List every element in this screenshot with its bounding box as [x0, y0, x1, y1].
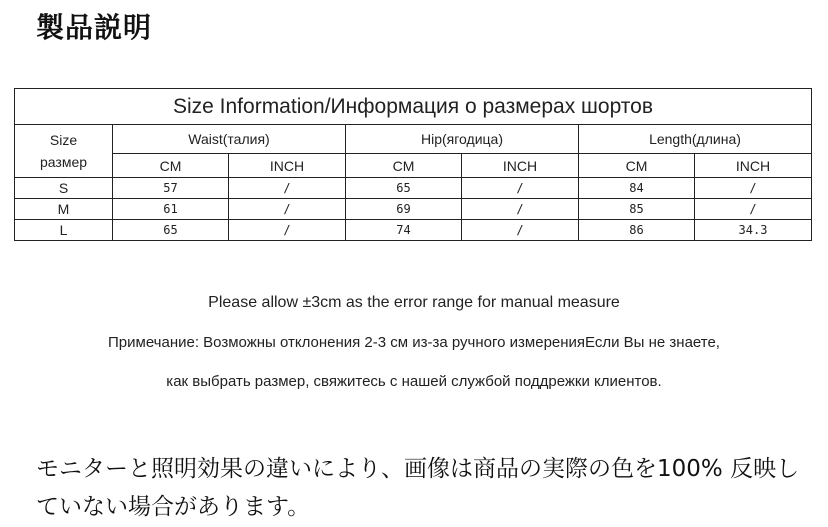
- waist-header: Waist(талия): [113, 125, 346, 154]
- table-cell: /: [229, 199, 346, 220]
- table-cell: 57: [113, 178, 229, 199]
- size-header-en: Size: [49, 132, 78, 148]
- note-russian-line2: как выбрать размер, свяжитесь с нашей службой поддрежки клиентов.: [166, 373, 662, 390]
- page-title: 製品説明: [36, 11, 153, 44]
- table-cell: 34.3: [695, 220, 812, 241]
- table-cell: 85: [579, 199, 695, 220]
- size-header-ru: размер: [39, 154, 88, 170]
- table-cell: /: [229, 220, 346, 241]
- hip-header: Hip(ягодица): [346, 125, 579, 154]
- unit-header: INCH: [462, 154, 579, 178]
- size-header: [15, 125, 113, 178]
- table-title: Size Information/Информация о размерах шортов: [15, 89, 812, 125]
- unit-header: CM: [579, 154, 695, 178]
- table-cell: /: [462, 220, 579, 241]
- table-cell: 65: [113, 220, 229, 241]
- table-row: [15, 199, 812, 220]
- table-cell: /: [229, 178, 346, 199]
- size-label: M: [15, 199, 113, 220]
- table-row: [15, 178, 812, 199]
- color-disclaimer: モニターと照明効果の違いにより、画像は商品の実際の色を100% 反映していない場合があります。: [36, 456, 800, 520]
- table-cell: 74: [346, 220, 462, 241]
- note-russian-line1: Примечание: Возможны отклонения 2-3 см из-за ручного измеренияЕсли Вы не знаете,: [108, 334, 720, 351]
- size-label: S: [15, 178, 113, 199]
- unit-header: INCH: [229, 154, 346, 178]
- unit-header: INCH: [695, 154, 812, 178]
- table-cell: /: [695, 178, 812, 199]
- table-cell: 84: [579, 178, 695, 199]
- table-cell: /: [462, 178, 579, 199]
- table-row: [15, 220, 812, 241]
- note-english: Please allow ±3cm as the error range for manual measure: [208, 294, 620, 311]
- size-table: [14, 88, 812, 241]
- table-cell: 65: [346, 178, 462, 199]
- size-label: L: [15, 220, 113, 241]
- table-cell: 69: [346, 199, 462, 220]
- length-header: Length(длина): [579, 125, 812, 154]
- unit-header: CM: [346, 154, 462, 178]
- table-cell: /: [695, 199, 812, 220]
- unit-header: CM: [113, 154, 229, 178]
- table-cell: /: [462, 199, 579, 220]
- table-cell: 61: [113, 199, 229, 220]
- table-cell: 86: [579, 220, 695, 241]
